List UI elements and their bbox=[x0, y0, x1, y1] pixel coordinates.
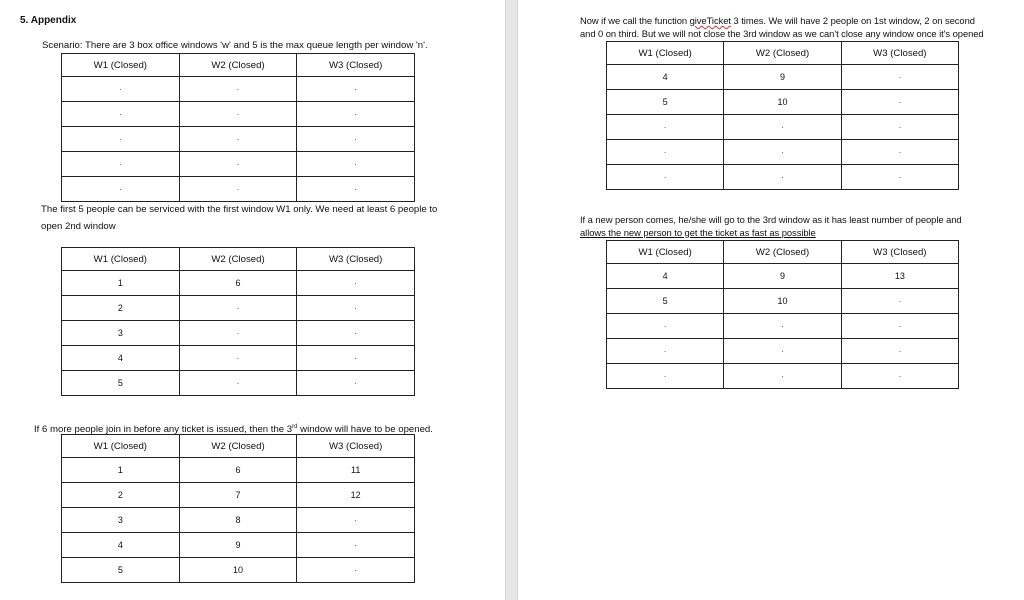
table-row bbox=[62, 533, 415, 558]
table-cell: · bbox=[179, 321, 297, 346]
table-row bbox=[607, 90, 959, 115]
table-cell: · bbox=[724, 339, 841, 364]
column-header-w1: W1 (Closed) bbox=[62, 54, 180, 77]
table-row bbox=[62, 177, 415, 202]
table-row bbox=[62, 371, 415, 396]
table-cell: · bbox=[724, 140, 841, 165]
table-row bbox=[62, 271, 415, 296]
table-cell: 10 bbox=[179, 558, 297, 583]
table-cell: · bbox=[724, 115, 841, 140]
table-cell: 9 bbox=[179, 533, 297, 558]
table-cell: · bbox=[297, 508, 415, 533]
column-header-w3: W3 (Closed) bbox=[297, 435, 415, 458]
table-cell: · bbox=[841, 90, 958, 115]
column-header-w2: W2 (Closed) bbox=[724, 42, 841, 65]
table-cell: · bbox=[841, 165, 958, 190]
table-cell: 10 bbox=[724, 289, 841, 314]
column-header-w2: W2 (Closed) bbox=[179, 435, 297, 458]
table-cell: · bbox=[179, 77, 297, 102]
table-cell: 2 bbox=[62, 296, 180, 321]
table-cell: · bbox=[62, 127, 180, 152]
table-cell: 5 bbox=[62, 371, 180, 396]
column-header-w1: W1 (Closed) bbox=[62, 435, 180, 458]
table-row bbox=[607, 140, 959, 165]
table-cell: 8 bbox=[179, 508, 297, 533]
table-cell: · bbox=[297, 371, 415, 396]
table-cell: · bbox=[297, 127, 415, 152]
document-page-left bbox=[0, 0, 505, 600]
table-row bbox=[607, 264, 959, 289]
table-cell: · bbox=[297, 152, 415, 177]
table-row bbox=[607, 289, 959, 314]
table-header-row bbox=[62, 435, 415, 458]
function-name-link[interactable]: giveTicket bbox=[689, 15, 731, 26]
table-row bbox=[62, 102, 415, 127]
table-cell: · bbox=[297, 296, 415, 321]
table-header-row bbox=[62, 248, 415, 271]
table-cell: · bbox=[179, 102, 297, 127]
scenario-text: Scenario: There are 3 box office windows 'w' and 5 is the max queue length per window 'n'. bbox=[42, 40, 428, 51]
column-header-w3: W3 (Closed) bbox=[841, 241, 958, 264]
table-cell: · bbox=[297, 558, 415, 583]
table-cell: · bbox=[179, 152, 297, 177]
queue-table-new-person bbox=[606, 240, 959, 389]
table-cell: · bbox=[297, 321, 415, 346]
table-cell: · bbox=[841, 289, 958, 314]
paragraph-line: If a new person comes, he/she will go to the 3rd window as it has least number of people and bbox=[580, 214, 962, 225]
table-cell: 9 bbox=[724, 264, 841, 289]
table-row bbox=[62, 346, 415, 371]
table-cell: · bbox=[179, 371, 297, 396]
paragraph-first-window bbox=[41, 204, 438, 232]
paragraph-line: and 0 on third. But we will not close the 3rd window as we can't close any window once it's opened bbox=[580, 27, 984, 39]
table-cell: · bbox=[724, 364, 841, 389]
table-cell: 5 bbox=[607, 90, 724, 115]
table-cell: 4 bbox=[607, 65, 724, 90]
table-cell: · bbox=[297, 533, 415, 558]
column-header-w3: W3 (Closed) bbox=[297, 248, 415, 271]
table-cell: · bbox=[297, 177, 415, 202]
table-cell: · bbox=[841, 65, 958, 90]
column-header-w1: W1 (Closed) bbox=[62, 248, 180, 271]
table-cell: · bbox=[841, 314, 958, 339]
table-cell: 3 bbox=[62, 321, 180, 346]
table-cell: · bbox=[297, 102, 415, 127]
table-cell: 4 bbox=[62, 346, 180, 371]
column-header-w1: W1 (Closed) bbox=[607, 42, 724, 65]
superscript: rd bbox=[292, 424, 298, 430]
table-cell: 4 bbox=[62, 533, 180, 558]
table-row bbox=[607, 115, 959, 140]
table-cell: 6 bbox=[179, 458, 297, 483]
paragraph-text: Now if we call the function bbox=[580, 15, 690, 26]
table-row bbox=[607, 314, 959, 339]
table-cell: · bbox=[724, 314, 841, 339]
table-row bbox=[607, 364, 959, 389]
table-cell: 11 bbox=[297, 458, 415, 483]
table-cell: · bbox=[179, 127, 297, 152]
table-cell: · bbox=[841, 364, 958, 389]
table-cell: 10 bbox=[724, 90, 841, 115]
table-row bbox=[607, 65, 959, 90]
table-cell: · bbox=[297, 77, 415, 102]
column-header-w1: W1 (Closed) bbox=[607, 241, 724, 264]
table-cell: · bbox=[179, 177, 297, 202]
appendix-heading: 5. Appendix bbox=[20, 15, 77, 26]
table-row bbox=[62, 321, 415, 346]
table-row bbox=[62, 152, 415, 177]
table-header-row bbox=[62, 54, 415, 77]
table-cell: · bbox=[297, 346, 415, 371]
table-cell: · bbox=[62, 177, 180, 202]
queue-table-after-tickets bbox=[606, 41, 959, 190]
table-cell: · bbox=[179, 296, 297, 321]
document-page-right bbox=[518, 0, 1024, 600]
column-header-w2: W2 (Closed) bbox=[179, 248, 297, 271]
table-cell: · bbox=[62, 102, 180, 127]
table-cell: · bbox=[841, 339, 958, 364]
table-row bbox=[62, 127, 415, 152]
table-cell: · bbox=[607, 140, 724, 165]
table-cell: 7 bbox=[179, 483, 297, 508]
table-cell: 5 bbox=[607, 289, 724, 314]
table-cell: · bbox=[607, 165, 724, 190]
paragraph-line: open 2nd window bbox=[41, 220, 116, 232]
table-cell: · bbox=[841, 140, 958, 165]
table-cell: · bbox=[607, 364, 724, 389]
column-header-w3: W3 (Closed) bbox=[841, 42, 958, 65]
paragraph-new-person bbox=[580, 214, 962, 239]
queue-table-second-window bbox=[61, 247, 415, 396]
column-header-w2: W2 (Closed) bbox=[179, 54, 297, 77]
table-cell: · bbox=[724, 165, 841, 190]
table-cell: · bbox=[297, 271, 415, 296]
table-cell: 13 bbox=[841, 264, 958, 289]
column-header-w2: W2 (Closed) bbox=[724, 241, 841, 264]
paragraph-text: 3 times. We will have 2 people on 1st window, 2 on second bbox=[730, 15, 975, 26]
table-cell: 5 bbox=[62, 558, 180, 583]
table-cell: · bbox=[179, 346, 297, 371]
table-row bbox=[62, 558, 415, 583]
table-row bbox=[62, 296, 415, 321]
table-row bbox=[607, 339, 959, 364]
table-cell: 9 bbox=[724, 65, 841, 90]
paragraph-line: allows the new person to get the ticket as fast as possible bbox=[580, 226, 816, 238]
page-gutter bbox=[505, 0, 518, 600]
column-header-w3: W3 (Closed) bbox=[297, 54, 415, 77]
table-header-row bbox=[607, 241, 959, 264]
table-cell: 1 bbox=[62, 458, 180, 483]
table-cell: 12 bbox=[297, 483, 415, 508]
table-row bbox=[62, 458, 415, 483]
table-row bbox=[607, 165, 959, 190]
table-cell: · bbox=[62, 77, 180, 102]
paragraph-text: window will have to be opened. bbox=[297, 424, 433, 435]
paragraph-line: The first 5 people can be serviced with the first window W1 only. We need at least 6 people to bbox=[41, 204, 438, 215]
table-cell: 1 bbox=[62, 271, 180, 296]
queue-table-initial bbox=[61, 53, 415, 202]
queue-table-third-window bbox=[61, 434, 415, 583]
table-cell: · bbox=[607, 339, 724, 364]
paragraph-text: If 6 more people join in before any ticket is issued, then the 3 bbox=[34, 424, 293, 435]
table-cell: 4 bbox=[607, 264, 724, 289]
table-cell: · bbox=[607, 115, 724, 140]
table-cell: · bbox=[607, 314, 724, 339]
table-cell: 6 bbox=[179, 271, 297, 296]
table-row bbox=[62, 508, 415, 533]
table-cell: 3 bbox=[62, 508, 180, 533]
table-header-row bbox=[607, 42, 959, 65]
table-row bbox=[62, 483, 415, 508]
table-cell: · bbox=[62, 152, 180, 177]
paragraph-give-ticket bbox=[580, 15, 984, 40]
table-cell: · bbox=[841, 115, 958, 140]
table-row bbox=[62, 77, 415, 102]
table-cell: 2 bbox=[62, 483, 180, 508]
